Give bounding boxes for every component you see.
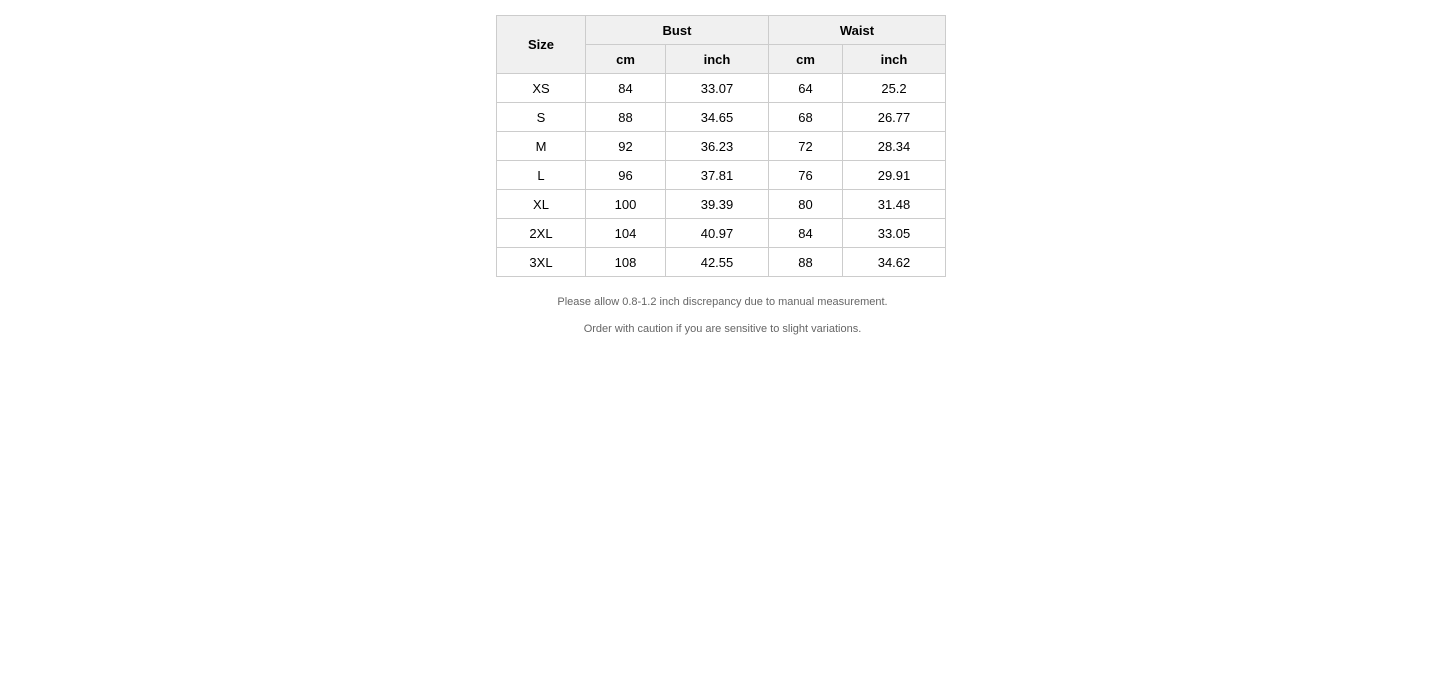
cell-size: XL <box>497 190 586 219</box>
cell-size: 3XL <box>497 248 586 277</box>
cell-bust-cm: 88 <box>586 103 666 132</box>
cell-waist-cm: 64 <box>769 74 843 103</box>
cell-waist-inch: 34.62 <box>843 248 946 277</box>
cell-waist-inch: 29.91 <box>843 161 946 190</box>
cell-size: 2XL <box>497 219 586 248</box>
cell-waist-cm: 88 <box>769 248 843 277</box>
cell-bust-inch: 39.39 <box>666 190 769 219</box>
size-chart-table <box>496 15 946 277</box>
cell-waist-inch: 26.77 <box>843 103 946 132</box>
header-waist-cm: cm <box>769 45 843 74</box>
cell-waist-cm: 84 <box>769 219 843 248</box>
cell-bust-cm: 92 <box>586 132 666 161</box>
cell-waist-cm: 76 <box>769 161 843 190</box>
header-bust-cm: cm <box>586 45 666 74</box>
cell-bust-inch: 33.07 <box>666 74 769 103</box>
table-row <box>497 161 946 190</box>
cell-size: XS <box>497 74 586 103</box>
cell-waist-inch: 33.05 <box>843 219 946 248</box>
cell-bust-cm: 84 <box>586 74 666 103</box>
cell-size: L <box>497 161 586 190</box>
header-size: Size <box>497 16 586 74</box>
cell-bust-inch: 40.97 <box>666 219 769 248</box>
table-row <box>497 219 946 248</box>
table-row <box>497 74 946 103</box>
cell-waist-cm: 72 <box>769 132 843 161</box>
header-bust: Bust <box>586 16 769 45</box>
cell-waist-inch: 25.2 <box>843 74 946 103</box>
measurement-note: Please allow 0.8-1.2 inch discrepancy due to manual measurement. <box>557 296 888 308</box>
cell-bust-cm: 96 <box>586 161 666 190</box>
cell-bust-inch: 37.81 <box>666 161 769 190</box>
header-bust-inch: inch <box>666 45 769 74</box>
cell-waist-inch: 28.34 <box>843 132 946 161</box>
cell-waist-cm: 68 <box>769 103 843 132</box>
table-row <box>497 190 946 219</box>
caution-note: Order with caution if you are sensitive to slight variations. <box>583 323 862 335</box>
cell-bust-cm: 100 <box>586 190 666 219</box>
cell-bust-cm: 104 <box>586 219 666 248</box>
cell-bust-inch: 42.55 <box>666 248 769 277</box>
cell-waist-cm: 80 <box>769 190 843 219</box>
header-waist: Waist <box>769 16 946 45</box>
cell-bust-cm: 108 <box>586 248 666 277</box>
cell-bust-inch: 36.23 <box>666 132 769 161</box>
table-row <box>497 248 946 277</box>
table-row <box>497 103 946 132</box>
table-row <box>497 132 946 161</box>
cell-bust-inch: 34.65 <box>666 103 769 132</box>
cell-size: M <box>497 132 586 161</box>
cell-waist-inch: 31.48 <box>843 190 946 219</box>
table-header-row <box>497 16 946 45</box>
header-waist-inch: inch <box>843 45 946 74</box>
cell-size: S <box>497 103 586 132</box>
